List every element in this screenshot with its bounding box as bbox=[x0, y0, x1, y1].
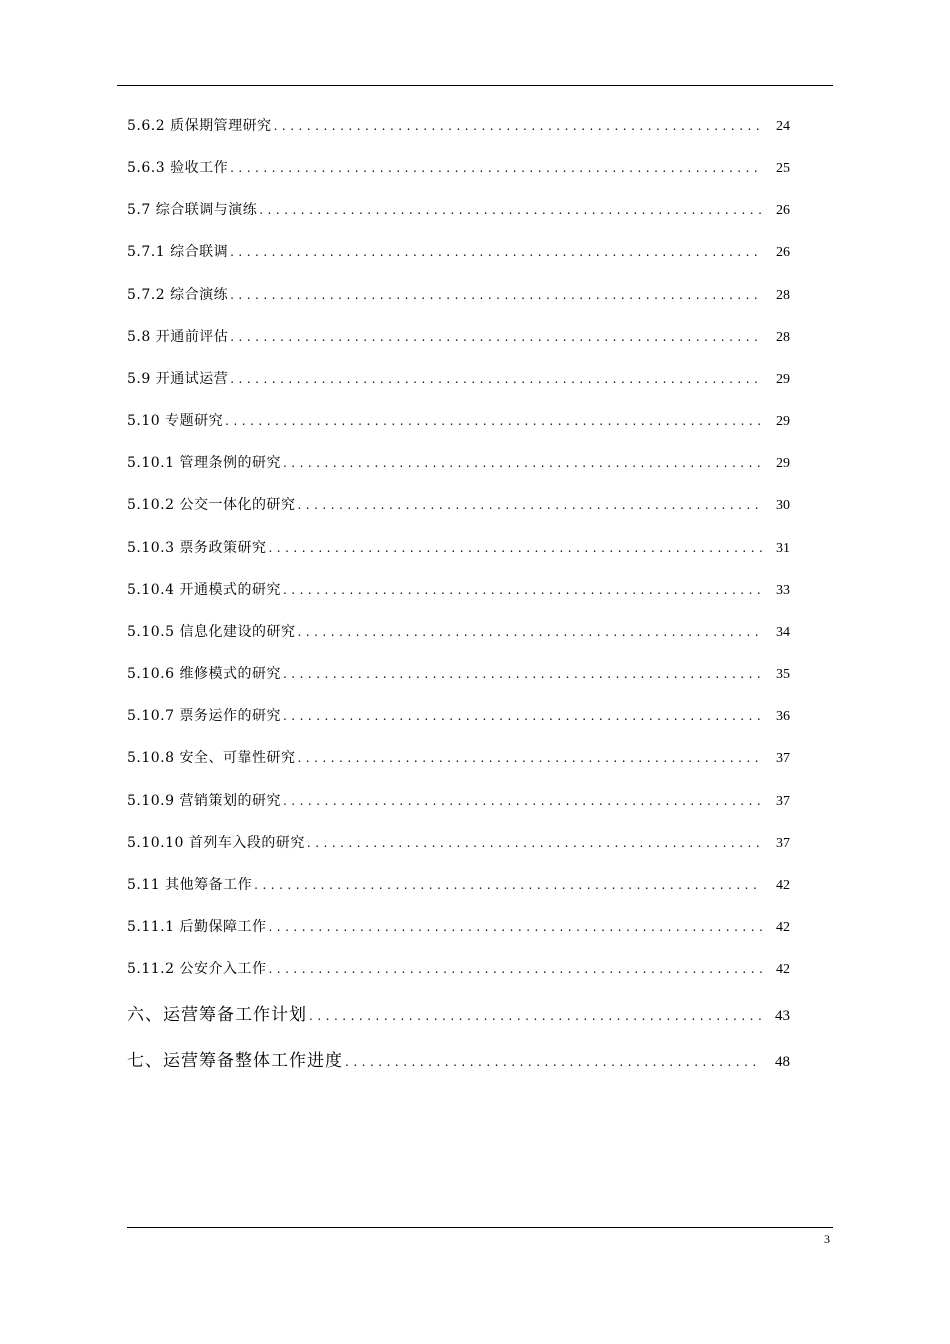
toc-entry[interactable] bbox=[127, 157, 790, 181]
toc-entry-title: 5.6.3 验收工作 bbox=[127, 160, 229, 176]
toc-entry-page: 29 bbox=[776, 372, 790, 387]
toc-entry-title: 5.7.2 综合演练 bbox=[127, 287, 229, 303]
page-number: 3 bbox=[824, 1232, 830, 1246]
toc-entry[interactable] bbox=[127, 199, 790, 223]
toc-entry-page: 26 bbox=[776, 203, 790, 218]
toc-entry[interactable] bbox=[127, 537, 790, 561]
toc-entry-title: 5.10.10 首列车入段的研究 bbox=[127, 835, 305, 851]
toc-entry-title: 5.11.1 后勤保障工作 bbox=[127, 919, 267, 935]
toc-leader-dots bbox=[230, 372, 762, 386]
toc-entry-page: 42 bbox=[776, 878, 790, 893]
toc-leader-dots bbox=[225, 414, 762, 428]
toc-leader-dots bbox=[230, 245, 762, 259]
toc-entry-title: 5.10 专题研究 bbox=[127, 413, 224, 429]
toc-entry-page: 25 bbox=[776, 161, 790, 176]
toc-entry-page: 42 bbox=[776, 962, 790, 977]
toc-leader-dots bbox=[268, 920, 762, 934]
toc-entry-title: 5.10.7 票务运作的研究 bbox=[127, 708, 281, 724]
toc-entry-title: 5.6.2 质保期管理研究 bbox=[127, 118, 272, 134]
toc-entry-page: 37 bbox=[776, 836, 790, 851]
toc-leader-dots bbox=[309, 1009, 762, 1023]
toc-entry-title: 六、运营筹备工作计划 bbox=[127, 1005, 307, 1025]
toc-entry-title: 5.11 其他筹备工作 bbox=[127, 877, 253, 893]
toc-entry-page: 29 bbox=[776, 456, 790, 471]
toc-entry-title: 5.10.9 营销策划的研究 bbox=[127, 793, 281, 809]
toc-entry-page: 43 bbox=[775, 1008, 790, 1024]
toc-entry[interactable] bbox=[127, 494, 790, 518]
toc-leader-dots bbox=[230, 330, 762, 344]
toc-leader-dots bbox=[230, 161, 762, 175]
toc-leader-dots bbox=[283, 583, 762, 597]
toc-entry-title: 5.8 开通前评估 bbox=[127, 329, 229, 345]
toc-entry-title: 5.10.2 公交一体化的研究 bbox=[127, 497, 296, 513]
toc-leader-dots bbox=[230, 288, 762, 302]
toc-entry-page: 28 bbox=[776, 330, 790, 345]
toc-entry-title: 5.11.2 公安介入工作 bbox=[127, 961, 267, 977]
toc-entry[interactable] bbox=[127, 621, 790, 645]
toc-entry[interactable] bbox=[127, 832, 790, 856]
toc-entry[interactable] bbox=[127, 874, 790, 898]
toc-entry-page: 24 bbox=[776, 119, 790, 134]
toc-leader-dots bbox=[268, 962, 762, 976]
toc-entry-page: 36 bbox=[776, 709, 790, 724]
toc-leader-dots bbox=[283, 456, 762, 470]
toc-entry[interactable] bbox=[127, 410, 790, 434]
toc-entry[interactable] bbox=[127, 790, 790, 814]
toc-entry-title: 七、运营筹备整体工作进度 bbox=[127, 1051, 343, 1071]
toc-entry[interactable] bbox=[127, 368, 790, 392]
toc-entry[interactable] bbox=[127, 747, 790, 771]
toc-entry-page: 35 bbox=[776, 667, 790, 682]
toc-entry[interactable] bbox=[127, 284, 790, 308]
toc-leader-dots bbox=[297, 498, 762, 512]
toc-leader-dots bbox=[297, 751, 762, 765]
toc-entry[interactable] bbox=[127, 452, 790, 476]
toc-entry[interactable] bbox=[127, 326, 790, 350]
toc-entry[interactable] bbox=[127, 705, 790, 729]
toc-entry-title: 5.7.1 综合联调 bbox=[127, 244, 229, 260]
toc-entry[interactable] bbox=[127, 115, 790, 139]
toc-entry-chapter[interactable] bbox=[127, 1046, 790, 1070]
toc-leader-dots bbox=[283, 667, 762, 681]
toc-entry-page: 26 bbox=[776, 245, 790, 260]
toc-entry[interactable] bbox=[127, 241, 790, 265]
toc-entry[interactable] bbox=[127, 579, 790, 603]
toc-entry-page: 31 bbox=[776, 541, 790, 556]
toc-leader-dots bbox=[268, 541, 762, 555]
toc-entry-page: 34 bbox=[776, 625, 790, 640]
toc-entry-page: 33 bbox=[776, 583, 790, 598]
toc-entry-title: 5.9 开通试运营 bbox=[127, 371, 229, 387]
toc-entry[interactable] bbox=[127, 958, 790, 982]
toc-entry-page: 37 bbox=[776, 794, 790, 809]
toc-leader-dots bbox=[259, 203, 762, 217]
toc-entry-page: 37 bbox=[776, 751, 790, 766]
toc-entry-page: 29 bbox=[776, 414, 790, 429]
toc-leader-dots bbox=[283, 794, 762, 808]
toc-entry-title: 5.10.4 开通模式的研究 bbox=[127, 582, 281, 598]
toc-entry-title: 5.7 综合联调与演练 bbox=[127, 202, 258, 218]
toc-entry[interactable] bbox=[127, 663, 790, 687]
toc-entry-page: 28 bbox=[776, 288, 790, 303]
toc-leader-dots bbox=[274, 119, 762, 133]
toc-entry-title: 5.10.5 信息化建设的研究 bbox=[127, 624, 296, 640]
footer-rule bbox=[127, 1227, 833, 1228]
toc-entry-page: 30 bbox=[776, 498, 790, 513]
toc-leader-dots bbox=[283, 709, 762, 723]
toc-entry-title: 5.10.1 管理条例的研究 bbox=[127, 455, 281, 471]
toc-entry[interactable] bbox=[127, 916, 790, 940]
toc-entry-page: 42 bbox=[776, 920, 790, 935]
toc-entry-title: 5.10.8 安全、可靠性研究 bbox=[127, 750, 296, 766]
toc-leader-dots bbox=[307, 836, 762, 850]
toc-leader-dots bbox=[345, 1055, 762, 1069]
toc-leader-dots bbox=[297, 625, 762, 639]
toc-leader-dots bbox=[254, 878, 762, 892]
toc-entry-title: 5.10.6 维修模式的研究 bbox=[127, 666, 281, 682]
toc-entry-title: 5.10.3 票务政策研究 bbox=[127, 540, 267, 556]
toc-entry-page: 48 bbox=[775, 1054, 790, 1070]
toc-entry-chapter[interactable] bbox=[127, 1000, 790, 1024]
